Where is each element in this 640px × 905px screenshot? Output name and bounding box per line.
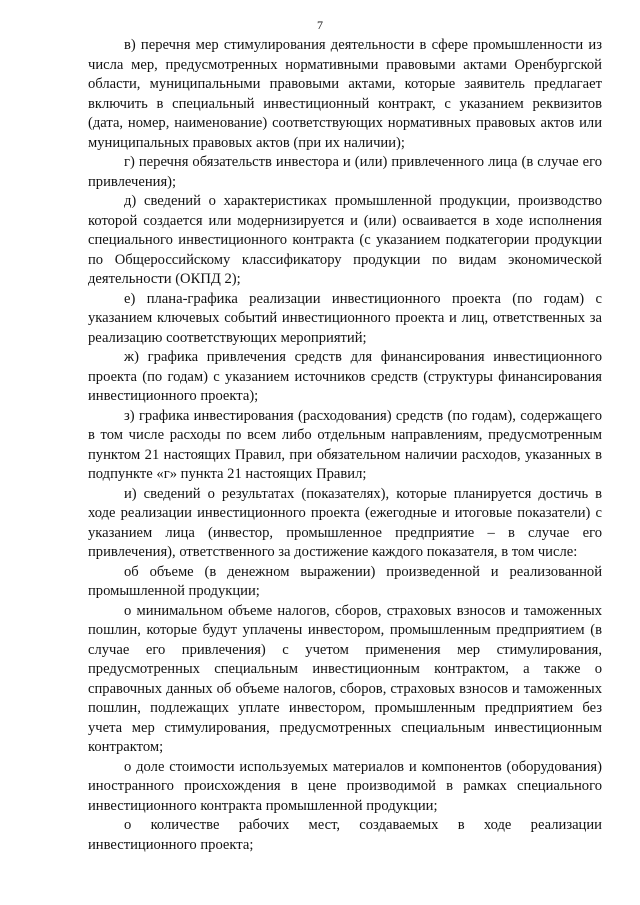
page-number: 7: [317, 18, 323, 32]
paragraph-subitem-taxes: о минимальном объеме налогов, сборов, страховых взносов и таможенных пошлин, которые будут уплачены инвестором, промышленным предприятием (в случае его привлечения) с учетом применения мер стимулирования, предусмотренных специальным инвестиционным контрактом, а также о справочных данных об объеме налогов, сборов, страховых взносов и таможенных пошлин, подлежащих уплате инвестором, промышленным предприятием без учета мер стимулирования, предусмотренных специальным инвестиционным контрактом;: [88, 602, 602, 755]
paragraph-item-i: и) сведений о результатах (показателях), которые планируется достичь в ходе реализации инвестиционного проекта (ежегодные и итоговые показатели) с указанием лица (инвестор, промышленное предприятие – в случае его привлечения), ответственного за достижение каждого показателя, в том числе:: [88, 485, 602, 560]
paragraph-item-zh: ж) графика привлечения средств для финансирования инвестиционного проекта (по годам) с указанием источников средств (структуры финансирования инвестиционного проекта);: [88, 349, 602, 404]
paragraph-item-e: е) плана-графика реализации инвестиционного проекта (по годам) с указанием ключевых событий инвестиционного проекта и лиц, ответственных за реализацию соответствующих мероприятий;: [88, 290, 602, 346]
paragraph-subitem-jobs: о количестве рабочих мест, создаваемых в ходе реализации инвестиционного проекта;: [88, 817, 602, 853]
paragraph-subitem-foreign-share: о доле стоимости используемых материалов и компонентов (оборудования) иностранного происхождения в цене производимой в рамках специального инвестиционного контракта промышленной продукции;: [88, 758, 602, 814]
paragraph-item-z: з) графика инвестирования (расходования) средств (по годам), содержащего в том числе расходы по всем либо отдельным направлениям, предусмотренным пунктом 21 настоящих Правил, при обязательном наличии расходов, указанных в подпункте «г» пункта 21 настоящих Правил;: [88, 407, 602, 482]
paragraph-item-v: в) перечня мер стимулирования деятельности в сфере промышленности из числа мер, предусмотренных нормативными правовыми актами Оренбургской области, муниципальными правовыми актами, которые заявитель предлагает включить в специальный инвестиционный контракт, с указанием реквизитов (дата, номер, наименование) соответствующих нормативных правовых актов или муниципальных правовых актов (при их наличии);: [88, 37, 602, 151]
document-body: [88, 36, 602, 855]
paragraph-item-g: г) перечня обязательств инвестора и (или) привлеченного лица (в случае его привлечения);: [88, 154, 602, 190]
paragraph-item-d: д) сведений о характеристиках промышленной продукции, производство которой создается или модернизируется и (или) осваивается в ходе исполнения специального инвестиционного контракта (с указанием подкатегории продукции по Общероссийскому классификатору продукции по видам экономической деятельности (ОКПД 2);: [88, 193, 602, 287]
paragraph-subitem-production-volume: об объеме (в денежном выражении) произведенной и реализованной промышленной продукции;: [88, 563, 602, 599]
